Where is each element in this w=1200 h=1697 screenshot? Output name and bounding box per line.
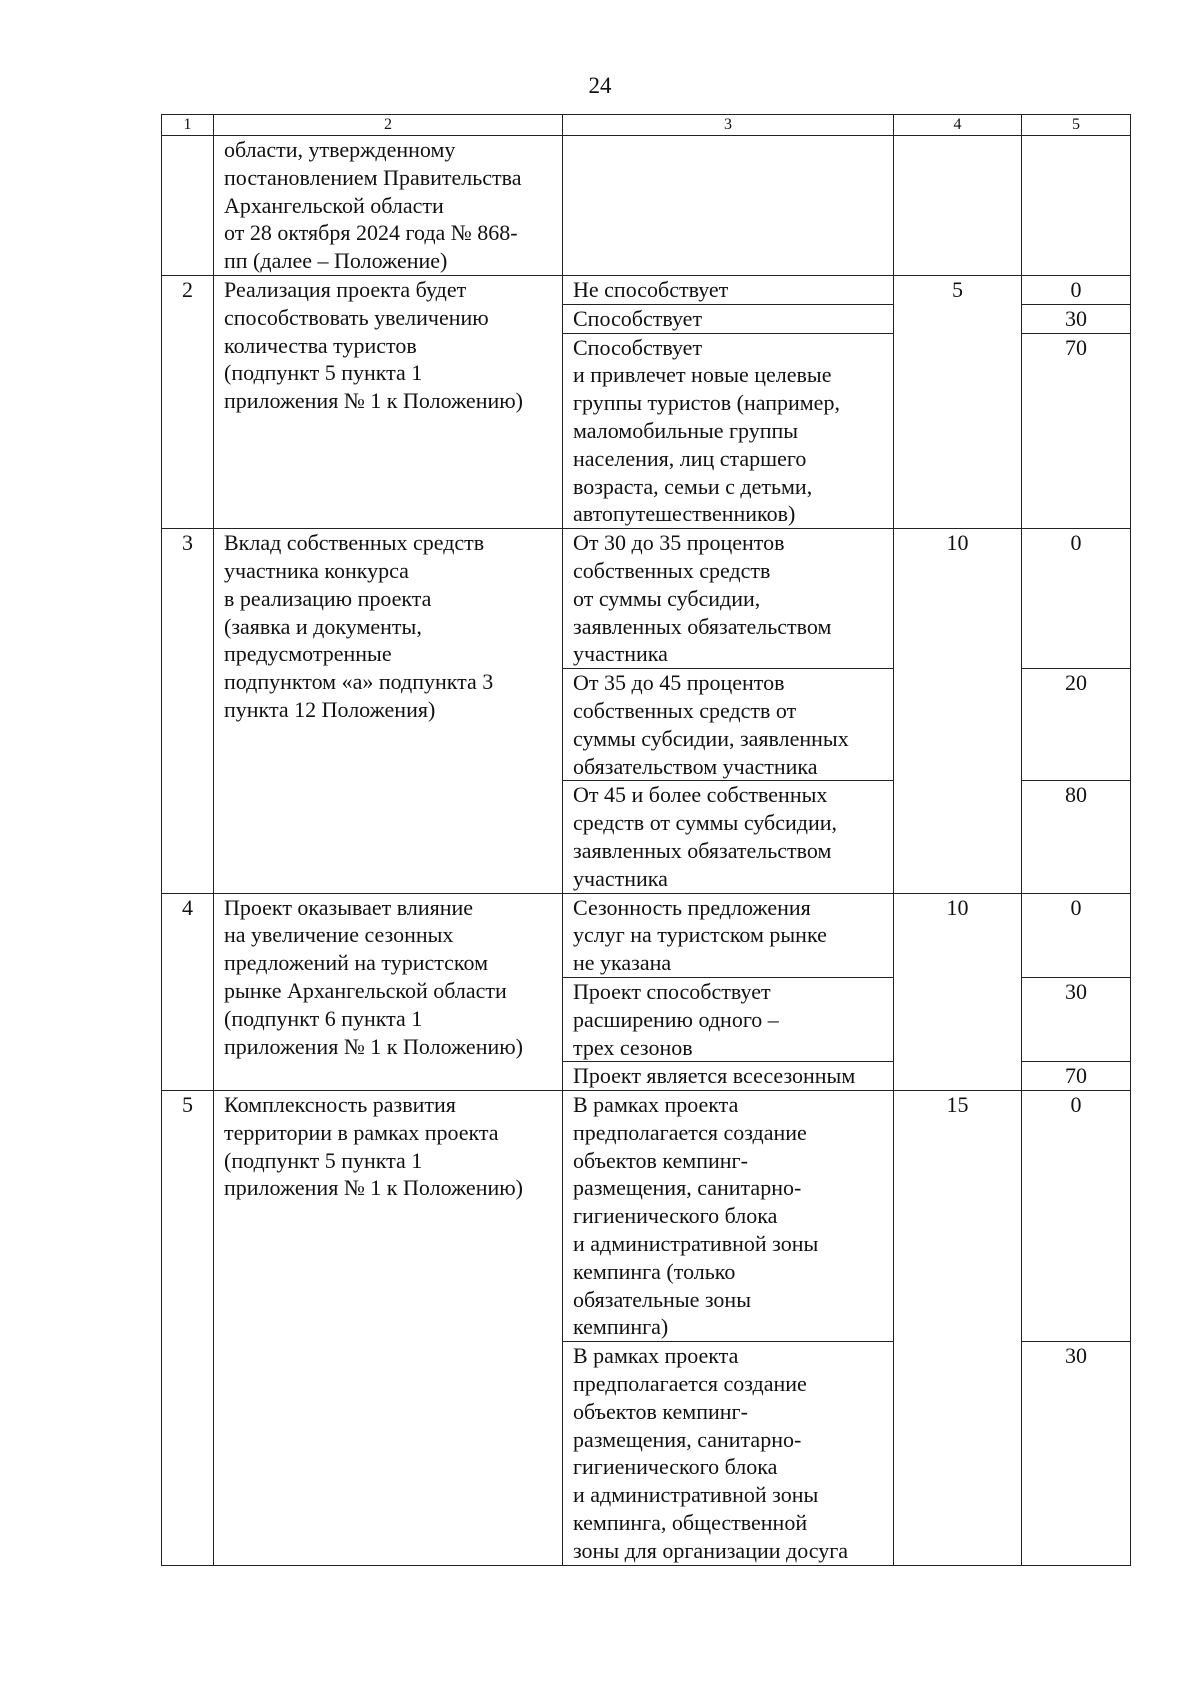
score-cell: 20 bbox=[1022, 669, 1131, 781]
score-cell: 0 bbox=[1022, 893, 1131, 977]
score-cell: 0 bbox=[1022, 1091, 1131, 1342]
option-cell: В рамках проекта предполагается создание объектов кемпинг- размещения, санитарно- гигиенического блока и административной зоны кемпинга, общественной зоны для организации досуга bbox=[563, 1342, 894, 1565]
table-row bbox=[162, 1091, 1131, 1342]
score-cell: 80 bbox=[1022, 781, 1131, 893]
column-number: 2 bbox=[214, 115, 563, 136]
option-cell: От 35 до 45 процентов собственных средств от суммы субсидии, заявленных обязательством участника bbox=[563, 669, 894, 781]
score-cell bbox=[1022, 136, 1131, 276]
table-row bbox=[162, 529, 1131, 669]
page-number: 24 bbox=[588, 73, 612, 98]
criterion-cell: Реализация проекта будет способствовать увеличению количества туристов (подпункт 5 пункта 1 приложения № 1 к Положению) bbox=[214, 275, 563, 528]
option-cell: Способствует и привлечет новые целевые группы туристов (например, маломобильные группы населения, лиц старшего возраста, семьи с детьми, автопутешественников) bbox=[563, 333, 894, 529]
option-cell: Сезонность предложения услуг на туристском рынке не указана bbox=[563, 893, 894, 977]
score-cell: 30 bbox=[1022, 1342, 1131, 1565]
column-number: 1 bbox=[162, 115, 214, 136]
score-cell: 0 bbox=[1022, 529, 1131, 669]
row-number-cell bbox=[162, 136, 214, 276]
column-number: 4 bbox=[894, 115, 1022, 136]
option-cell: В рамках проекта предполагается создание объектов кемпинг- размещения, санитарно- гигиенического блока и административной зоны кемпинга (только обязательные зоны кемпинга) bbox=[563, 1091, 894, 1342]
row-number-cell: 5 bbox=[162, 1091, 214, 1566]
criterion-cell: Проект оказывает влияние на увеличение сезонных предложений на туристском рынке Архангельской области (подпункт 6 пункта 1 приложения № 1 к Положению) bbox=[214, 893, 563, 1091]
row-number-cell: 3 bbox=[162, 529, 214, 893]
weight-cell: 10 bbox=[894, 529, 1022, 893]
weight-cell: 5 bbox=[894, 275, 1022, 528]
criterion-cell: Вклад собственных средств участника конкурса в реализацию проекта (заявка и документы, предусмотренные подпунктом «а» подпункта 3 пункта 12 Положения) bbox=[214, 529, 563, 893]
column-number: 5 bbox=[1022, 115, 1131, 136]
weight-cell bbox=[894, 136, 1022, 276]
score-cell: 30 bbox=[1022, 977, 1131, 1061]
option-cell: Проект способствует расширению одного – трех сезонов bbox=[563, 977, 894, 1061]
criterion-cell: Комплексность развития территории в рамках проекта (подпункт 5 пункта 1 приложения № 1 к Положению) bbox=[214, 1091, 563, 1566]
column-number-row bbox=[162, 115, 1131, 136]
option-cell: Не способствует bbox=[563, 275, 894, 304]
column-number: 3 bbox=[563, 115, 894, 136]
weight-cell: 15 bbox=[894, 1091, 1022, 1566]
option-cell: От 30 до 35 процентов собственных средств от суммы субсидии, заявленных обязательством участника bbox=[563, 529, 894, 669]
criterion-cell: области, утвержденному постановлением Правительства Архангельской области от 28 октября 2024 года № 868- пп (далее – Положение) bbox=[214, 136, 563, 276]
score-cell: 70 bbox=[1022, 333, 1131, 529]
option-cell: Способствует bbox=[563, 304, 894, 333]
table-row bbox=[162, 275, 1131, 304]
option-cell bbox=[563, 136, 894, 276]
option-cell: Проект является всесезонным bbox=[563, 1062, 894, 1091]
table-row-continuation bbox=[162, 136, 1131, 276]
table-row bbox=[162, 893, 1131, 977]
row-number-cell: 2 bbox=[162, 275, 214, 528]
score-cell: 70 bbox=[1022, 1062, 1131, 1091]
option-cell: От 45 и более собственных средств от суммы субсидии, заявленных обязательством участника bbox=[563, 781, 894, 893]
score-cell: 0 bbox=[1022, 275, 1131, 304]
criteria-table bbox=[161, 114, 1131, 1566]
row-number-cell: 4 bbox=[162, 893, 214, 1091]
score-cell: 30 bbox=[1022, 304, 1131, 333]
weight-cell: 10 bbox=[894, 893, 1022, 1091]
